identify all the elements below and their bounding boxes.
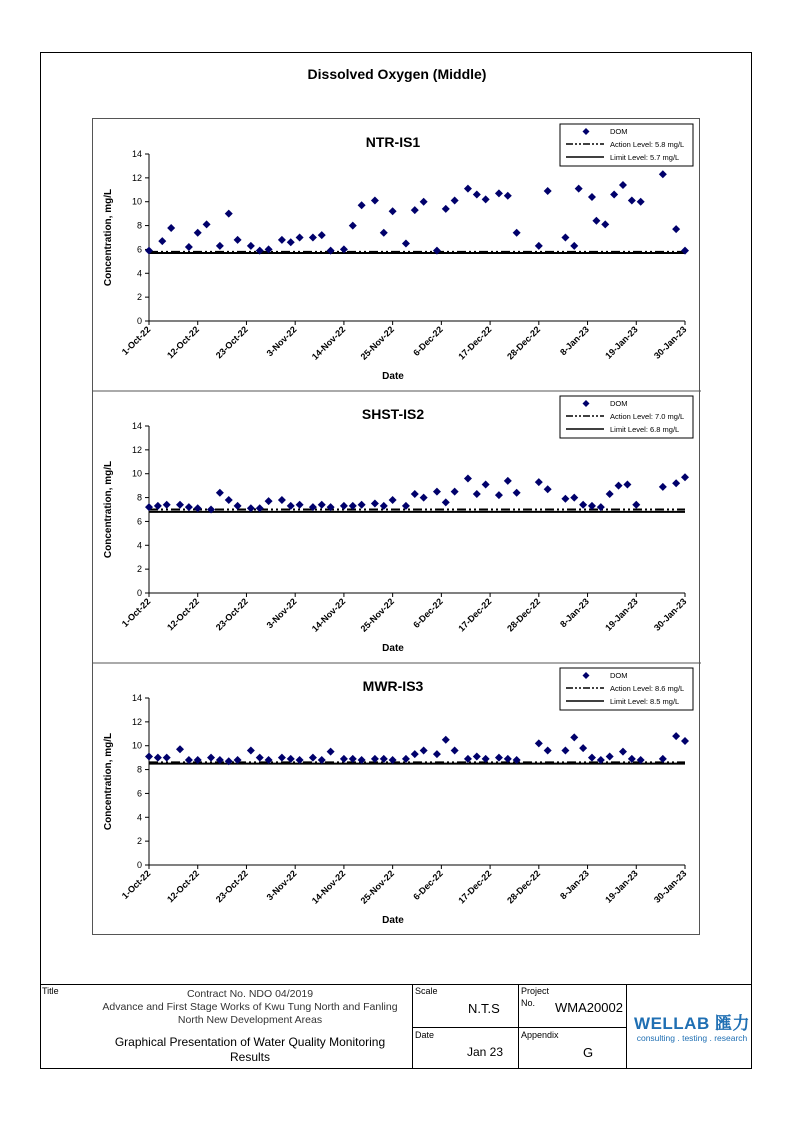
x-tick-label: 14-Nov-22	[309, 324, 348, 362]
x-tick-label: 12-Oct-22	[165, 324, 202, 361]
data-point	[504, 477, 512, 485]
y-tick-label: 0	[136, 860, 142, 870]
x-tick-label: 1-Oct-22	[119, 868, 153, 901]
data-point	[672, 225, 680, 233]
x-tick-label: 28-Dec-22	[505, 868, 543, 906]
legend-label-limit: Limit Level: 6.8 mg/L	[610, 425, 680, 434]
contract-line-3: North New Development Areas	[177, 1014, 323, 1026]
data-point	[194, 229, 202, 237]
data-point	[535, 478, 543, 486]
data-point	[579, 501, 587, 509]
data-point	[570, 494, 578, 502]
chart-title: SHST-IS2	[361, 406, 425, 422]
x-tick-label: 3-Nov-22	[264, 596, 299, 631]
data-point	[495, 491, 503, 499]
data-point	[588, 754, 596, 762]
data-point	[296, 234, 304, 242]
x-tick-label: 30-Jan-23	[651, 596, 689, 633]
data-point	[513, 489, 521, 497]
data-point	[659, 170, 667, 178]
data-point	[588, 193, 596, 201]
data-point	[278, 496, 286, 504]
x-tick-label: 6-Dec-22	[411, 324, 445, 358]
project-label: Project	[521, 986, 550, 996]
drawing-title: Graphical Presentation of Water Quality Monitoring Results	[114, 1035, 386, 1064]
x-tick-label: 12-Oct-22	[165, 596, 202, 633]
y-tick-label: 6	[136, 244, 142, 255]
legend-label-limit: Limit Level: 8.5 mg/L	[610, 697, 680, 706]
data-point	[619, 181, 627, 189]
y-tick-label: 8	[136, 492, 142, 503]
data-point	[570, 733, 578, 741]
x-axis-label: Date	[382, 915, 404, 926]
data-point	[176, 501, 184, 509]
x-tick-label: 1-Oct-22	[119, 324, 153, 357]
data-point	[340, 755, 348, 763]
page-title: Dissolved Oxygen (Middle)	[307, 66, 487, 82]
data-point	[473, 490, 481, 498]
x-tick-label: 8-Jan-23	[558, 596, 591, 630]
x-tick-label: 23-Oct-22	[213, 868, 250, 905]
data-point	[513, 229, 521, 237]
date-value: Jan 23	[467, 1045, 504, 1059]
data-point	[433, 750, 441, 758]
data-point	[163, 754, 171, 762]
data-point	[309, 754, 317, 762]
data-point	[371, 197, 379, 205]
legend-label-action: Action Level: 5.8 mg/L	[610, 140, 685, 149]
data-point	[535, 242, 543, 250]
x-tick-label: 6-Dec-22	[411, 596, 445, 630]
charts-svg	[93, 119, 701, 936]
data-point	[265, 497, 273, 505]
data-point	[225, 210, 233, 218]
data-point	[561, 495, 569, 503]
data-point	[420, 746, 428, 754]
data-point	[203, 220, 211, 228]
x-tick-label: 17-Dec-22	[456, 868, 494, 906]
data-point	[442, 736, 450, 744]
x-tick-label: 30-Jan-23	[651, 324, 689, 361]
logo-tagline: consulting . testing . research	[636, 1033, 748, 1043]
data-point	[225, 496, 233, 504]
data-point	[495, 189, 503, 197]
data-point	[420, 198, 428, 206]
data-point	[592, 217, 600, 225]
data-point	[632, 501, 640, 509]
x-tick-label: 19-Jan-23	[603, 868, 640, 905]
x-tick-label: 30-Jan-23	[651, 868, 689, 905]
data-point	[256, 754, 264, 762]
y-tick-label: 0	[136, 588, 142, 598]
data-point	[681, 473, 689, 481]
data-point	[318, 501, 326, 509]
title-block	[40, 984, 752, 1069]
x-tick-label: 17-Dec-22	[456, 324, 494, 362]
chart-title: MWR-IS3	[362, 678, 424, 694]
x-tick-label: 1-Oct-22	[119, 596, 153, 629]
data-point	[615, 482, 623, 490]
data-point	[473, 752, 481, 760]
data-point	[309, 234, 317, 242]
data-point	[340, 502, 348, 510]
data-point	[327, 748, 335, 756]
x-tick-label: 23-Oct-22	[213, 596, 250, 633]
x-tick-label: 12-Oct-22	[165, 868, 202, 905]
data-point	[380, 229, 388, 237]
y-tick-label: 10	[131, 740, 142, 751]
data-point	[185, 503, 193, 511]
data-point	[154, 754, 162, 762]
x-tick-label: 6-Dec-22	[411, 868, 445, 902]
data-point	[561, 234, 569, 242]
contract-line-1: Contract No. NDO 04/2019	[186, 988, 314, 1000]
x-tick-label: 17-Dec-22	[456, 596, 494, 634]
data-point	[420, 494, 428, 502]
data-point	[606, 490, 614, 498]
data-point	[318, 231, 326, 239]
data-point	[216, 489, 224, 497]
appendix-value: G	[583, 1045, 594, 1060]
data-point	[411, 490, 419, 498]
legend-label-dom: DOM	[610, 399, 628, 408]
legend-label-action: Action Level: 8.6 mg/L	[610, 684, 685, 693]
data-point	[371, 500, 379, 508]
contract-line-2: Advance and First Stage Works of Kwu Tung North and Fanling	[102, 1001, 398, 1013]
legend-label-limit: Limit Level: 5.7 mg/L	[610, 153, 680, 162]
tb-row-divider	[412, 1027, 626, 1028]
y-axis-label: Concentration, mg/L	[103, 188, 114, 287]
y-tick-label: 8	[136, 220, 142, 231]
data-point	[158, 237, 166, 245]
y-tick-label: 4	[136, 268, 142, 279]
charts-panel	[92, 118, 700, 935]
data-point	[464, 474, 472, 482]
data-point	[451, 746, 459, 754]
data-point	[402, 239, 410, 247]
data-point	[579, 744, 587, 752]
data-point	[637, 198, 645, 206]
x-tick-label: 19-Jan-23	[603, 324, 640, 361]
y-tick-label: 2	[136, 836, 142, 847]
data-point	[464, 185, 472, 193]
data-point	[216, 242, 224, 250]
data-point	[570, 242, 578, 250]
data-point	[247, 242, 255, 250]
data-point	[672, 479, 680, 487]
x-tick-label: 14-Nov-22	[309, 596, 348, 634]
data-point	[544, 485, 552, 493]
y-tick-label: 14	[131, 693, 142, 703]
x-tick-label: 23-Oct-22	[213, 324, 250, 361]
data-point	[278, 754, 286, 762]
x-tick-label: 25-Nov-22	[358, 868, 397, 906]
y-tick-label: 6	[136, 788, 142, 799]
data-point	[544, 187, 552, 195]
data-point	[287, 238, 295, 246]
y-tick-label: 6	[136, 516, 142, 527]
y-tick-label: 14	[131, 421, 142, 431]
y-tick-label: 2	[136, 292, 142, 303]
data-point	[451, 197, 459, 205]
data-point	[681, 737, 689, 745]
data-point	[207, 754, 215, 762]
title-label: Title	[42, 986, 59, 996]
y-tick-label: 12	[131, 172, 142, 183]
data-point	[451, 488, 459, 496]
tb-divider	[626, 985, 627, 1069]
date-label: Date	[415, 1030, 435, 1040]
data-point	[433, 488, 441, 496]
data-point	[619, 748, 627, 756]
x-tick-label: 8-Jan-23	[558, 324, 591, 358]
contract-text	[80, 988, 420, 1027]
data-point	[389, 496, 397, 504]
data-point	[163, 501, 171, 509]
data-point	[628, 197, 636, 205]
legend-label-action: Action Level: 7.0 mg/L	[610, 412, 685, 421]
data-point	[176, 745, 184, 753]
data-point	[411, 750, 419, 758]
y-tick-label: 4	[136, 540, 142, 551]
data-point	[597, 503, 605, 511]
data-point	[411, 206, 419, 214]
data-point	[575, 185, 583, 193]
data-point	[442, 498, 450, 506]
x-tick-label: 19-Jan-23	[603, 596, 640, 633]
data-point	[358, 501, 366, 509]
data-point	[358, 201, 366, 209]
data-point	[442, 205, 450, 213]
project-number: WMA20002	[555, 1000, 623, 1015]
logo-wordmark: WELLAB 匯力	[634, 1014, 750, 1033]
data-point	[601, 220, 609, 228]
appendix-label: Appendix	[521, 1030, 559, 1040]
data-point	[278, 236, 286, 244]
x-tick-label: 25-Nov-22	[358, 596, 397, 634]
data-point	[296, 501, 304, 509]
data-point	[482, 195, 490, 203]
data-point	[495, 754, 503, 762]
x-tick-label: 3-Nov-22	[264, 868, 299, 903]
data-point	[167, 224, 175, 232]
y-tick-label: 4	[136, 812, 142, 823]
x-tick-label: 28-Dec-22	[505, 596, 543, 634]
y-tick-label: 10	[131, 196, 142, 207]
scale-label: Scale	[415, 986, 438, 996]
y-axis-label: Concentration, mg/L	[103, 732, 114, 831]
x-axis-label: Date	[382, 643, 404, 654]
data-point	[349, 222, 357, 230]
x-tick-label: 25-Nov-22	[358, 324, 397, 362]
data-point	[610, 191, 618, 199]
y-tick-label: 12	[131, 716, 142, 727]
legend-label-dom: DOM	[610, 127, 628, 136]
y-tick-label: 12	[131, 444, 142, 455]
data-point	[606, 752, 614, 760]
data-point	[482, 480, 490, 488]
data-point	[247, 746, 255, 754]
data-point	[185, 243, 193, 251]
project-no-label: No.	[521, 998, 536, 1008]
x-tick-label: 3-Nov-22	[264, 324, 299, 359]
data-point	[544, 746, 552, 754]
data-point	[561, 746, 569, 754]
y-tick-label: 2	[136, 564, 142, 575]
company-logo	[632, 1009, 752, 1043]
x-tick-label: 14-Nov-22	[309, 868, 348, 906]
data-point	[145, 752, 153, 760]
data-point	[389, 207, 397, 215]
y-tick-label: 14	[131, 149, 142, 159]
data-point	[504, 192, 512, 200]
data-point	[535, 739, 543, 747]
x-tick-label: 28-Dec-22	[505, 324, 543, 362]
x-tick-label: 8-Jan-23	[558, 868, 591, 902]
y-axis-label: Concentration, mg/L	[103, 460, 114, 559]
data-point	[672, 732, 680, 740]
scale-value: N.T.S	[468, 1001, 500, 1016]
y-tick-label: 8	[136, 764, 142, 775]
y-tick-label: 10	[131, 468, 142, 479]
data-point	[234, 236, 242, 244]
x-axis-label: Date	[382, 371, 404, 382]
data-point	[623, 480, 631, 488]
data-point	[473, 191, 481, 199]
chart-title: NTR-IS1	[365, 134, 421, 150]
legend-label-dom: DOM	[610, 671, 628, 680]
data-point	[659, 483, 667, 491]
y-tick-label: 0	[136, 316, 142, 326]
